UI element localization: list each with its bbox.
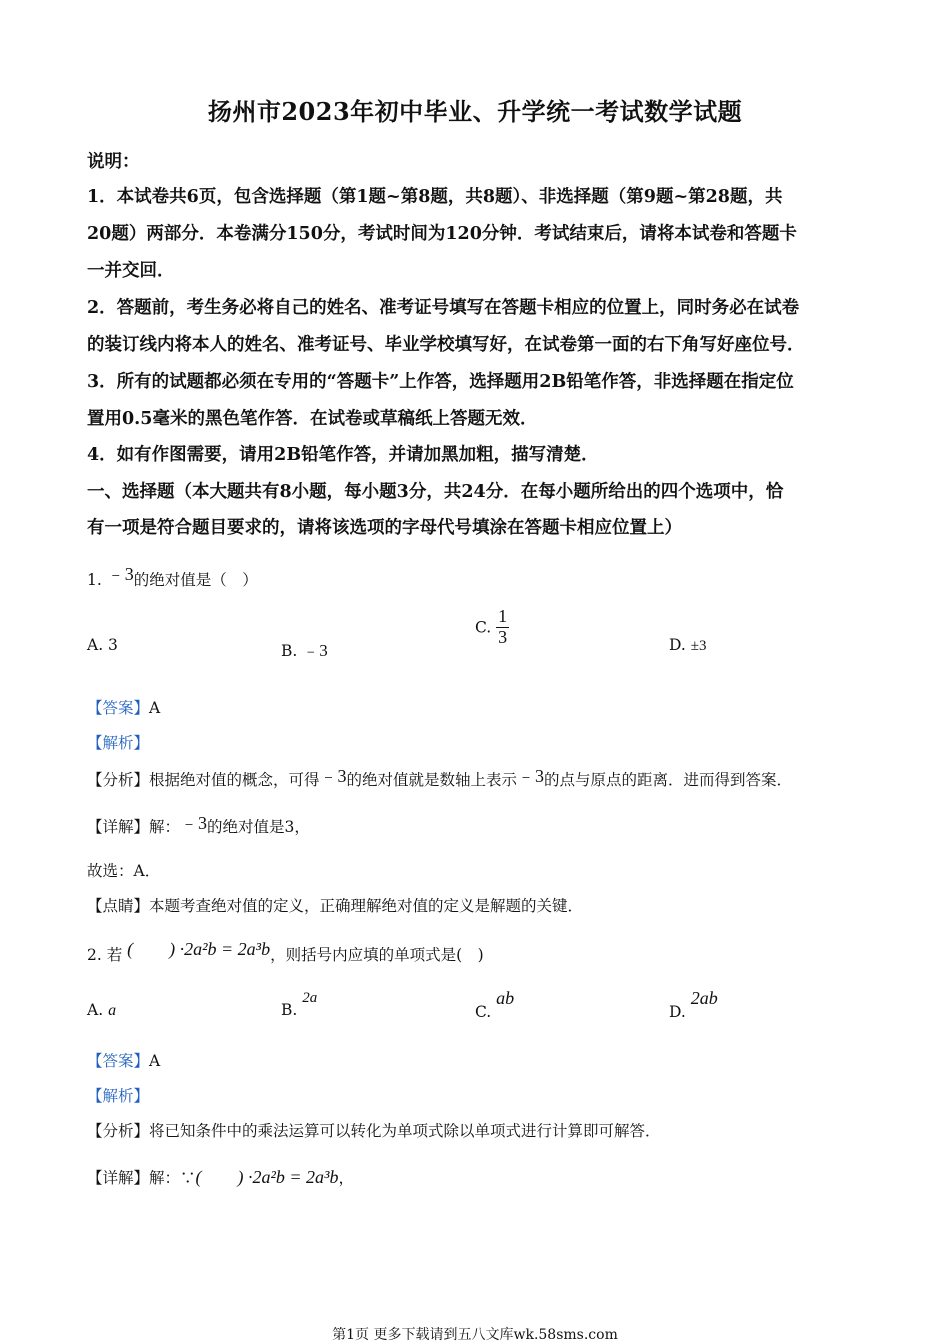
question-1 xyxy=(87,565,258,591)
instruction-line: 2．答题前，考生务必将自己的姓名、准考证号填写在答题卡相应的位置上，同时务必在试卷 xyxy=(87,298,800,318)
option-label: A. xyxy=(87,1001,104,1019)
option-value: ±3 xyxy=(690,638,707,654)
option-c xyxy=(475,988,515,1022)
instruction-line: 4．如有作图需要，请用2B铅笔作答，并请加黑加粗，描写清楚． xyxy=(87,445,599,465)
option-a: A. 3 xyxy=(87,636,118,654)
instruction-line: 置用0.5毫米的黑色笔作答．在试卷或草稿纸上答题无效． xyxy=(87,409,538,429)
detail-line xyxy=(87,812,310,838)
option-label: C. xyxy=(475,618,492,637)
detail-line xyxy=(87,1163,354,1189)
instruction-line: 1．本试卷共6页，包含选择题（第1题~第8题，共8题）、非选择题（第9题~第28题，共 xyxy=(87,187,783,207)
math-expression: ﹣3 xyxy=(180,813,208,833)
detail-tag: 【详解】 xyxy=(87,1169,150,1187)
answer-tag: 【答案】 xyxy=(87,1052,150,1070)
question-number: 1. xyxy=(87,571,102,589)
option-value: a xyxy=(108,1002,117,1019)
option-b xyxy=(281,636,328,661)
answer-line xyxy=(87,1049,160,1071)
choose-line: 故选：A． xyxy=(87,862,161,880)
detail-text: 解：∵ xyxy=(149,1169,196,1187)
option-label: B. xyxy=(281,642,298,660)
analysis-tag: 【解析】 xyxy=(87,734,150,752)
option-label: D. xyxy=(669,1003,686,1021)
detail-text: ， xyxy=(338,1169,354,1187)
fraction-denominator: 3 xyxy=(498,626,508,647)
math-expression: ﹣3 xyxy=(319,766,347,786)
option-a xyxy=(87,1001,116,1020)
answer-value: A xyxy=(149,699,161,717)
fenxi-text: 将已知条件中的乘法运算可以转化为单项式除以单项式进行计算即可解答． xyxy=(149,1122,661,1140)
option-value: ab xyxy=(496,988,515,1008)
section-heading-line: 有一项是符合题目要求的，请将该选项的字母代号填涂在答题卡相应位置上） xyxy=(87,518,682,538)
comment-tag: 【点睛】 xyxy=(87,897,150,915)
detail-tag: 【详解】 xyxy=(87,818,150,836)
question-text: 的绝对值是（ ） xyxy=(133,571,258,589)
question-text: ，则括号内应填的单项式是( ) xyxy=(270,946,484,964)
comment-line xyxy=(87,894,583,916)
fenxi-line xyxy=(87,1119,661,1141)
answer-line xyxy=(87,696,160,718)
instruction-line: 20题）两部分．本卷满分150分，考试时间为120分钟．考试结束后，请将本试卷和答题卡 xyxy=(87,224,797,244)
math-equation: ( ) ·2a²b = 2a³b xyxy=(127,939,271,959)
detail-text: 解： xyxy=(149,818,181,836)
instructions-heading: 说明： xyxy=(87,152,140,172)
option-d xyxy=(669,636,706,655)
option-value: 2ab xyxy=(690,988,718,1008)
fenxi-text: 根据绝对值的概念，可得 xyxy=(149,771,320,789)
fenxi-text: 的绝对值就是数轴上表示 xyxy=(346,771,518,789)
fenxi-tag: 【分析】 xyxy=(87,1122,150,1140)
comment-text: 本题考查绝对值的定义，正确理解绝对值的定义是解题的关键． xyxy=(149,897,584,915)
instruction-line: 3．所有的试题都必须在专用的“答题卡”上作答，选择题用2B铅笔作答，非选择题在指定位 xyxy=(87,372,794,392)
fenxi-text: 的点与原点的距离．进而得到答案． xyxy=(544,771,793,789)
question-2 xyxy=(87,940,484,966)
answer-value: A xyxy=(149,1052,161,1070)
option-label: B. xyxy=(281,1001,298,1019)
question-prefix: 2. 若 xyxy=(87,946,123,964)
fraction-numerator: 1 xyxy=(498,606,508,626)
option-c xyxy=(475,607,509,648)
math-expression: ﹣3 xyxy=(517,766,545,786)
answer-tag: 【答案】 xyxy=(87,699,150,717)
option-value: 2a xyxy=(302,990,318,1006)
detail-text: 的绝对值是3， xyxy=(207,818,310,836)
page-title: 扬州市2023年初中毕业、升学统一考试数学试题 xyxy=(207,97,743,126)
math-equation: ( ) ·2a²b = 2a³b xyxy=(195,1167,339,1187)
option-b xyxy=(281,990,318,1020)
option-label: C. xyxy=(475,1003,492,1021)
fraction xyxy=(496,607,509,648)
option-label: D. xyxy=(669,636,686,654)
option-value: ﹣3 xyxy=(302,641,328,660)
instruction-line: 一并交回． xyxy=(87,261,175,281)
option-d xyxy=(669,988,718,1022)
section-heading-line: 一、选择题（本大题共有8小题，每小题3分，共24分．在每小题所给出的四个选项中，恰 xyxy=(87,482,784,502)
analysis-tag: 【解析】 xyxy=(87,1087,150,1105)
page-footer: 第1页 更多下载请到五八文库wk.58sms.com xyxy=(332,1327,618,1343)
fenxi-tag: 【分析】 xyxy=(87,771,150,789)
fenxi-line xyxy=(87,765,792,791)
instruction-line: 的装订线内将本人的姓名、准考证号、毕业学校填写好，在试卷第一面的右下角写好座位号． xyxy=(87,335,805,355)
math-expression: ﹣3 xyxy=(106,564,134,584)
